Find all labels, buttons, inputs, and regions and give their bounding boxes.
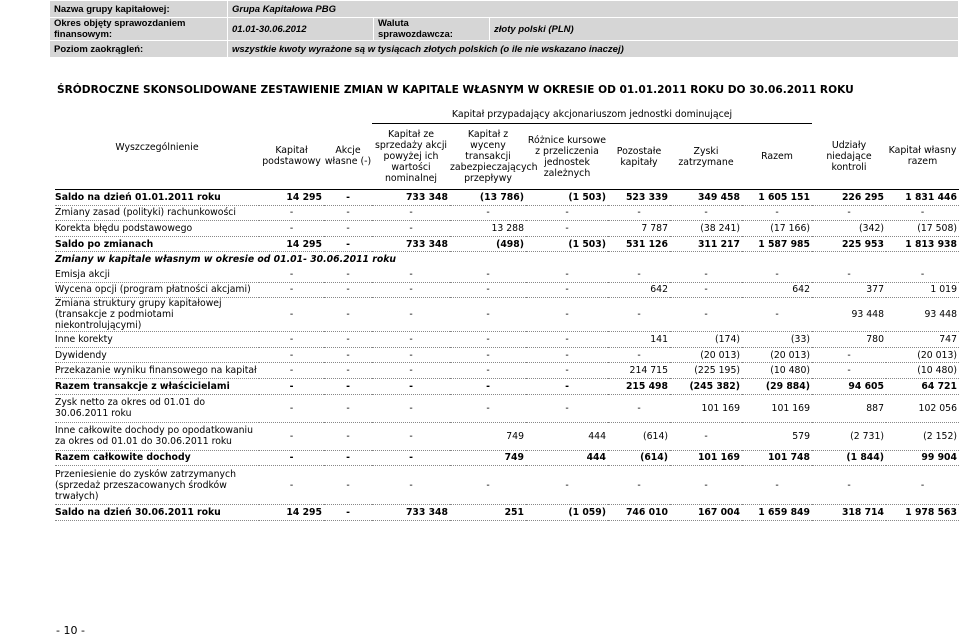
table-row	[55, 466, 959, 505]
cell-value: (614)	[608, 450, 670, 466]
cell-value: -	[670, 298, 742, 332]
cell-value: 13 288	[450, 221, 526, 237]
cell-value: 749	[450, 422, 526, 450]
table-row	[55, 347, 959, 363]
cell-value: (20 013)	[670, 347, 742, 363]
cell-value: 93 448	[812, 298, 886, 332]
cell-value: -	[259, 378, 324, 394]
cell-value: -	[259, 205, 324, 221]
cell-value: (20 013)	[886, 347, 959, 363]
cell-value: -	[742, 298, 812, 332]
header-value: wszystkie kwoty wyrażone są w tysiącach złotych polskich (o ile nie wskazano inaczej)	[228, 41, 959, 58]
cell-value: 523 339	[608, 190, 670, 206]
cell-value: -	[259, 422, 324, 450]
table-row	[55, 363, 959, 379]
header-label: Waluta sprawozdawcza:	[374, 18, 490, 41]
cell-value: 101 748	[742, 450, 812, 466]
cell-value: -	[324, 363, 372, 379]
cell-value: 733 348	[372, 190, 450, 206]
page-number: - 10 -	[56, 624, 85, 637]
cell-value: (29 884)	[742, 378, 812, 394]
col-header: Razem	[742, 124, 812, 190]
cell-value: -	[372, 298, 450, 332]
report-header	[49, 0, 959, 58]
row-label: Saldo na dzień 30.06.2011 roku	[55, 505, 259, 521]
cell-value: (13 786)	[450, 190, 526, 206]
cell-value: -	[324, 332, 372, 348]
cell-value: -	[324, 282, 372, 298]
cell-value: 1 605 151	[742, 190, 812, 206]
cell-value: -	[372, 422, 450, 450]
cell-value: 1 019	[886, 282, 959, 298]
cell-value: (1 844)	[812, 450, 886, 466]
cell-value: -	[812, 347, 886, 363]
table-row	[55, 378, 959, 394]
col-header: Kapitał ze sprzedaży akcji powyżej ich wartości nominalnej	[372, 124, 450, 190]
cell-value: 101 169	[670, 450, 742, 466]
row-label: Razem transakcje z właścicielami	[55, 378, 259, 394]
cell-value: 780	[812, 332, 886, 348]
cell-value: -	[526, 221, 608, 237]
cell-value: 749	[450, 450, 526, 466]
header-label: Okres objęty sprawozdaniem finansowym:	[50, 18, 228, 41]
cell-value: -	[526, 363, 608, 379]
cell-value: -	[324, 221, 372, 237]
cell-value: 1 659 849	[742, 505, 812, 521]
cell-value: 531 126	[608, 236, 670, 252]
cell-value: (498)	[450, 236, 526, 252]
row-label: Korekta błędu podstawowego	[55, 221, 259, 237]
cell-value: -	[450, 298, 526, 332]
cell-value: -	[608, 267, 670, 282]
cell-value: -	[526, 282, 608, 298]
cell-value: -	[450, 466, 526, 505]
cell-value: -	[324, 466, 372, 505]
cell-value: 225 953	[812, 236, 886, 252]
cell-value: (1 503)	[526, 190, 608, 206]
cell-value: -	[372, 347, 450, 363]
statement-title: ŚRÓDROCZNE SKONSOLIDOWANE ZESTAWIENIE ZMIAN W KAPITALE WŁASNYM W OKRESIE OD 01.01.2011 ROKU DO 30.06.2011 ROKU	[57, 84, 854, 96]
cell-value: -	[812, 466, 886, 505]
cell-value: -	[372, 378, 450, 394]
cell-value: 733 348	[372, 505, 450, 521]
cell-value: -	[372, 363, 450, 379]
cell-value: -	[259, 221, 324, 237]
cell-value: -	[670, 422, 742, 450]
cell-value: 1 978 563	[886, 505, 959, 521]
col-header: Kapitał podstawowy	[259, 124, 324, 190]
cell-value: -	[324, 450, 372, 466]
cell-value: -	[324, 347, 372, 363]
cell-value: -	[372, 466, 450, 505]
cell-value: (2 152)	[886, 422, 959, 450]
cell-value: -	[372, 205, 450, 221]
cell-value: -	[259, 282, 324, 298]
cell-value: 214 715	[608, 363, 670, 379]
cell-value: -	[742, 267, 812, 282]
cell-value: -	[372, 394, 450, 422]
cell-value: 1 831 446	[886, 190, 959, 206]
cell-value: 642	[608, 282, 670, 298]
cell-value: -	[324, 236, 372, 252]
header-row-period	[50, 18, 959, 41]
cell-value: -	[450, 394, 526, 422]
cell-value: -	[526, 298, 608, 332]
cell-value: -	[608, 394, 670, 422]
cell-value: -	[324, 267, 372, 282]
cell-value: 14 295	[259, 236, 324, 252]
cell-value: 1 813 938	[886, 236, 959, 252]
cell-value: -	[259, 466, 324, 505]
cell-value: -	[526, 394, 608, 422]
cell-value: -	[259, 450, 324, 466]
row-label: Saldo po zmianach	[55, 236, 259, 252]
cell-value: 101 169	[742, 394, 812, 422]
col-header-description: Wyszczególnienie	[55, 106, 259, 190]
cell-value: 311 217	[670, 236, 742, 252]
cell-value: -	[526, 466, 608, 505]
table-row	[55, 422, 959, 450]
cell-value: 746 010	[608, 505, 670, 521]
cell-value: -	[526, 267, 608, 282]
col-header: Różnice kursowe z przeliczenia jednostek zależnych	[526, 124, 608, 190]
header-label: Poziom zaokrągleń:	[50, 41, 228, 58]
cell-value: 579	[742, 422, 812, 450]
col-header: Kapitał własny razem	[886, 124, 959, 190]
cell-value: 747	[886, 332, 959, 348]
table-row	[55, 221, 959, 237]
cell-value: 64 721	[886, 378, 959, 394]
table-row	[55, 267, 959, 282]
table-row	[55, 282, 959, 298]
cell-value: -	[372, 282, 450, 298]
row-label: Zmiany zasad (polityki) rachunkowości	[55, 205, 259, 221]
header-row-group	[50, 1, 959, 18]
cell-value: -	[670, 205, 742, 221]
cell-value: -	[450, 332, 526, 348]
cell-value: -	[526, 378, 608, 394]
cell-value: 93 448	[886, 298, 959, 332]
cell-value: -	[526, 205, 608, 221]
row-label: Zysk netto za okres od 01.01 do 30.06.2011 roku	[55, 394, 259, 422]
cell-value: 215 498	[608, 378, 670, 394]
cell-value: -	[259, 363, 324, 379]
header-value: Grupa Kapitałowa PBG	[228, 1, 959, 18]
cell-value: -	[324, 394, 372, 422]
table-row	[55, 394, 959, 422]
cell-value: -	[372, 221, 450, 237]
cell-value: 1 587 985	[742, 236, 812, 252]
cell-value: -	[450, 347, 526, 363]
cell-value: (1 503)	[526, 236, 608, 252]
cell-value: 226 295	[812, 190, 886, 206]
cell-value: 167 004	[670, 505, 742, 521]
cell-value: -	[259, 267, 324, 282]
cell-value: -	[372, 267, 450, 282]
cell-value: 887	[812, 394, 886, 422]
col-header: Zyski zatrzymane	[670, 124, 742, 190]
group-header: Kapitał przypadający akcjonariuszom jednostki dominującej	[372, 106, 812, 124]
cell-value: -	[450, 282, 526, 298]
cell-value: -	[259, 394, 324, 422]
cell-value: -	[742, 205, 812, 221]
cell-value: -	[812, 205, 886, 221]
cell-value: -	[450, 378, 526, 394]
cell-value: -	[372, 332, 450, 348]
cell-value: -	[886, 466, 959, 505]
table-row	[55, 190, 959, 206]
cell-value: 733 348	[372, 236, 450, 252]
row-label: Przeniesienie do zysków zatrzymanych (sprzedaż przeszacowanych środków trwałych)	[55, 466, 259, 505]
cell-value: -	[450, 205, 526, 221]
header-row-rounding	[50, 41, 959, 58]
cell-value: (614)	[608, 422, 670, 450]
cell-value: -	[324, 205, 372, 221]
col-header: Pozostałe kapitały	[608, 124, 670, 190]
cell-value: (225 195)	[670, 363, 742, 379]
cell-value: (17 166)	[742, 221, 812, 237]
cell-value: -	[259, 347, 324, 363]
cell-value: (17 508)	[886, 221, 959, 237]
cell-value: 642	[742, 282, 812, 298]
row-label: Przekazanie wyniku finansowego na kapitał	[55, 363, 259, 379]
cell-value: -	[812, 363, 886, 379]
table-row	[55, 450, 959, 466]
col-header: Akcje własne (-)	[324, 124, 372, 190]
cell-value: 444	[526, 450, 608, 466]
row-label: Inne całkowite dochody po opodatkowaniu za okres od 01.01 do 30.06.2011 roku	[55, 422, 259, 450]
cell-value: -	[526, 332, 608, 348]
table-row	[55, 505, 959, 521]
cell-value: (2 731)	[812, 422, 886, 450]
cell-value: 102 056	[886, 394, 959, 422]
cell-value: 101 169	[670, 394, 742, 422]
cell-value: -	[324, 378, 372, 394]
table-row	[55, 298, 959, 332]
cell-value: -	[259, 298, 324, 332]
table-row	[55, 205, 959, 221]
cell-value: (10 480)	[886, 363, 959, 379]
cell-value: 377	[812, 282, 886, 298]
cell-value: 318 714	[812, 505, 886, 521]
table-row	[55, 332, 959, 348]
row-label: Zmiany w kapitale własnym w okresie od 01.01- 30.06.2011 roku	[55, 254, 397, 266]
cell-value: 141	[608, 332, 670, 348]
cell-value: -	[324, 190, 372, 206]
col-header: Kapitał z wyceny transakcji zabezpieczających przepływy	[450, 124, 526, 190]
cell-value: -	[450, 363, 526, 379]
cell-value: -	[886, 267, 959, 282]
row-label: Zmiana struktury grupy kapitałowej (transakcje z podmiotami niekontrolującymi)	[55, 298, 259, 332]
cell-value: 99 904	[886, 450, 959, 466]
header-value: złoty polski (PLN)	[490, 18, 959, 41]
cell-value: 14 295	[259, 505, 324, 521]
cell-value: (20 013)	[742, 347, 812, 363]
cell-value: 7 787	[608, 221, 670, 237]
cell-value: -	[670, 282, 742, 298]
col-header: Udziały niedające kontroli	[812, 124, 886, 190]
header-value: 01.01-30.06.2012	[228, 18, 374, 41]
cell-value: -	[608, 466, 670, 505]
cell-value: -	[526, 347, 608, 363]
cell-value: (245 382)	[670, 378, 742, 394]
cell-value: 251	[450, 505, 526, 521]
cell-value: 94 605	[812, 378, 886, 394]
cell-value: -	[670, 466, 742, 505]
row-label: Dywidendy	[55, 347, 259, 363]
cell-value: 14 295	[259, 190, 324, 206]
cell-value: -	[324, 422, 372, 450]
cell-value: (38 241)	[670, 221, 742, 237]
row-label: Saldo na dzień 01.01.2011 roku	[55, 190, 259, 206]
table-row	[55, 252, 959, 267]
cell-value: -	[324, 505, 372, 521]
row-label: Wycena opcji (program płatności akcjami)	[55, 282, 259, 298]
cell-value: -	[742, 466, 812, 505]
row-label: Razem całkowite dochody	[55, 450, 259, 466]
cell-value: -	[450, 267, 526, 282]
cell-value: -	[324, 298, 372, 332]
equity-changes-table	[55, 106, 959, 521]
row-label: Emisja akcji	[55, 267, 259, 282]
row-label: Inne korekty	[55, 332, 259, 348]
cell-value: -	[259, 332, 324, 348]
cell-value: 349 458	[670, 190, 742, 206]
cell-value: (1 059)	[526, 505, 608, 521]
cell-value: 444	[526, 422, 608, 450]
table-row	[55, 236, 959, 252]
cell-value: -	[812, 267, 886, 282]
cell-value: -	[608, 205, 670, 221]
cell-value: (33)	[742, 332, 812, 348]
cell-value: (10 480)	[742, 363, 812, 379]
cell-value: -	[670, 267, 742, 282]
header-label: Nazwa grupy kapitałowej:	[50, 1, 228, 18]
cell-value: (174)	[670, 332, 742, 348]
cell-value: -	[608, 298, 670, 332]
cell-value: -	[608, 347, 670, 363]
cell-value: -	[372, 450, 450, 466]
cell-value: (342)	[812, 221, 886, 237]
cell-value: -	[886, 205, 959, 221]
